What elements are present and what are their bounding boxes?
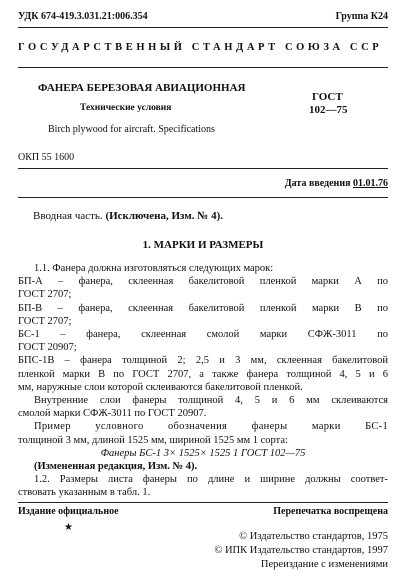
clause-1-2-line1: 1.2. Размеры листа фанеры по длине и ширине должны соответ- bbox=[34, 474, 388, 486]
document-title-english: Birch plywood for aircraft. Specifications bbox=[48, 124, 215, 135]
clause-1-2-line2: ствовать указанным в табл. 1. bbox=[18, 487, 151, 499]
grade-bpv-line2: ГОСТ 2707; bbox=[18, 315, 72, 327]
grade-bps-line3: мм, наружные слои которой склеиваются бакелитовой пленкой. bbox=[18, 381, 303, 393]
header-rule-2 bbox=[18, 67, 388, 68]
official-edition: Издание официальное bbox=[18, 506, 119, 517]
inner-layers-line2: смолой марки СФЖ-3011 по ГОСТ 20907. bbox=[18, 408, 207, 420]
section-heading: 1. МАРКИ И РАЗМЕРЫ bbox=[142, 239, 264, 251]
state-standard-heading: ГОСУДАРСТВЕННЫЙ СТАНДАРТ СОЮЗА ССР bbox=[18, 42, 383, 53]
example-line1: Пример условного обозначения фанеры марки БС-1 bbox=[34, 421, 388, 433]
reprint-prohibited: Перепечатка воспрещена bbox=[273, 506, 388, 517]
star-mark: ★ bbox=[64, 522, 73, 533]
clause-1-1: 1.1. Фанера должна изготовляться следующих марок: bbox=[34, 263, 274, 274]
intro-part bbox=[33, 210, 223, 222]
okp-code: ОКП 55 1600 bbox=[18, 152, 75, 163]
intro-part-note: (Исключена, Изм. № 4). bbox=[105, 210, 223, 222]
grade-bps-line1: БПС-1В – фанера толщиной 2; 2,5 и 3 мм, склеенная бакелитовой bbox=[18, 355, 388, 367]
intro-part-prefix: Вводная часть. bbox=[33, 210, 103, 222]
example-line2: толщиной 3 мм, длиной 1525 мм, шириной 1525 мм 1 сорта: bbox=[18, 434, 288, 446]
copyright-line-2: © ИПК Издательство стандартов, 1997 bbox=[214, 545, 388, 556]
date-rule bbox=[18, 197, 388, 198]
grade-bpa-line1: БП-А – фанера, склеенная бакелитовой пленкой марки А по bbox=[18, 276, 388, 288]
body-text bbox=[18, 262, 388, 500]
effective-date bbox=[285, 178, 388, 189]
gost-label: ГОСТ bbox=[312, 91, 343, 103]
gost-number: 102—75 bbox=[309, 104, 348, 116]
effective-date-label: Дата введения bbox=[284, 178, 351, 189]
footer-rule bbox=[18, 502, 388, 503]
grade-bps-line2: пленкой марки В по ГОСТ 2707, а также фанера толщиной 4, 5 и 6 bbox=[18, 368, 388, 380]
document-title: ФАНЕРА БЕРЕЗОВАЯ АВИАЦИОННАЯ bbox=[38, 82, 246, 94]
effective-date-value: 01.01.76 bbox=[353, 178, 388, 189]
example-formula: Фанеры БС-1 3× 1525× 1525 1 ГОСТ 102—75 bbox=[100, 447, 306, 459]
revision-note: (Измененная редакция, Изм. № 4). bbox=[34, 461, 198, 473]
grade-bs1-line1: БС-1 – фанера, склеенная смолой марки СФЖ-3011 по bbox=[18, 329, 388, 341]
udk-code: УДК 674-419.3.031.21:006.354 bbox=[18, 11, 148, 22]
copyright-line-1: © Издательство стандартов, 1975 bbox=[239, 531, 388, 542]
grade-bpv-line1: БП-В – фанера, склеенная бакелитовой пленкой марки В по bbox=[18, 302, 388, 314]
group-code: Группа К24 bbox=[335, 11, 388, 22]
header-rule bbox=[18, 27, 388, 28]
title-rule bbox=[18, 168, 388, 169]
grade-bs1-line2: ГОСТ 20907; bbox=[18, 342, 77, 354]
reissue-note: Переиздание с изменениями bbox=[260, 559, 388, 570]
grade-bpa-line2: ГОСТ 2707; bbox=[18, 289, 72, 301]
inner-layers-line1: Внутренние слои фанеры толщиной 4, 5 и 6 мм склеиваются bbox=[34, 395, 388, 407]
document-subtitle: Технические условия bbox=[80, 103, 172, 113]
